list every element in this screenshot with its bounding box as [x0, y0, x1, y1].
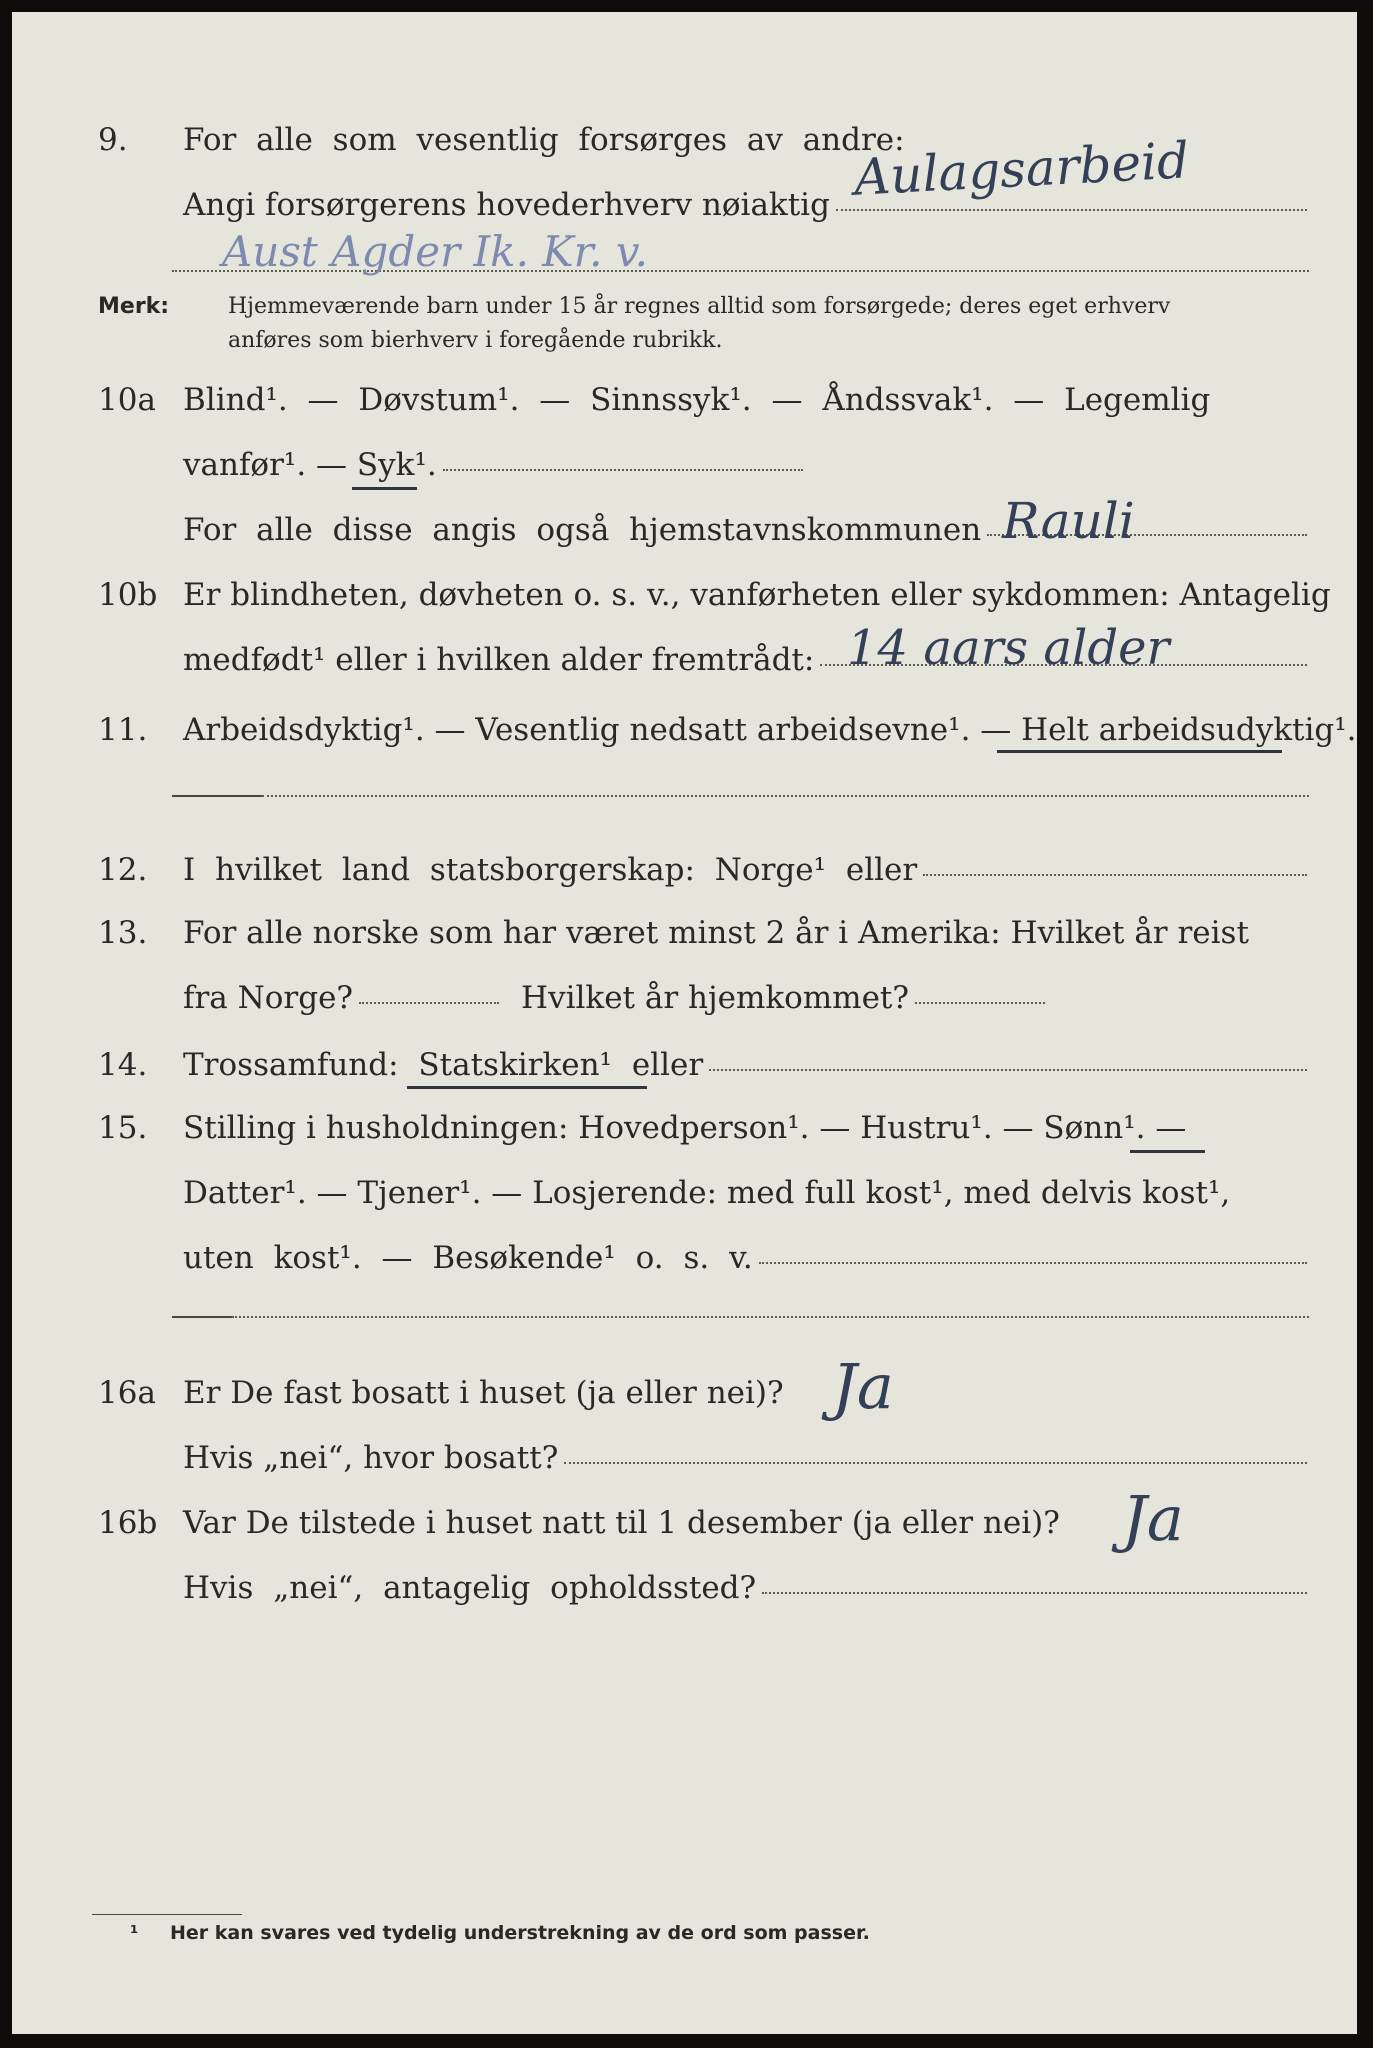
q13-text1: For alle norske som har været minst 2 år i Amerika: Hvilket år reist	[183, 915, 1249, 951]
q16a-text1: Er De fast bosatt i huset (ja eller nei)?	[183, 1375, 784, 1411]
q11-answer-line[interactable]	[262, 795, 1309, 797]
q16a-line2	[98, 1440, 1307, 1476]
q12-answer-field[interactable]	[923, 874, 1307, 876]
q16b-text1: Var De tilstede i huset natt til 1 desember (ja eller nei)?	[183, 1505, 1060, 1541]
q10a-text3: For alle disse angis også hjemstavnskommunen	[183, 512, 982, 548]
footnote-mark: ¹	[130, 1922, 139, 1944]
q9-text2: Angi forsørgerens hovederhverv nøiaktig	[183, 187, 830, 223]
q13-number: 13.	[98, 915, 148, 951]
helt-arbeidsudyktig-underline	[997, 750, 1282, 753]
q9-answer-field[interactable]	[836, 209, 1307, 211]
q10b-handwritten-answer: 14 aars alder	[847, 620, 1170, 676]
q9-number: 9.	[98, 122, 128, 158]
q10a-text1: Blind¹. — Døvstum¹. — Sinnssyk¹. — Åndssvak¹. — Legemlig	[183, 382, 1211, 418]
q15-line3	[98, 1240, 1307, 1276]
q15-number: 15.	[98, 1110, 148, 1146]
q15-answer-field[interactable]	[759, 1262, 1307, 1264]
q13-line1	[98, 915, 1307, 951]
q16a-answer-field[interactable]	[564, 1462, 1307, 1464]
q15-rule-short	[172, 1316, 232, 1318]
q13-reist-field[interactable]	[359, 1002, 499, 1004]
syk-underline	[352, 487, 417, 490]
q10a-line1	[98, 382, 1307, 418]
q14-answer-field[interactable]	[709, 1069, 1307, 1071]
q12-text1: I hvilket land statsborgerskap: Norge¹ eller	[183, 852, 918, 888]
q16b-line2	[98, 1570, 1307, 1606]
q10a-answer-field[interactable]	[443, 469, 803, 471]
footnote	[130, 1922, 870, 1944]
q16a-line1	[98, 1375, 1307, 1411]
census-form-page	[12, 12, 1357, 2034]
merk-text1: Hjemmeværende barn under 15 år regnes alltid som forsørgede; deres eget erhverv	[228, 294, 1171, 319]
statskirken-underline	[407, 1086, 647, 1089]
q14-number: 14.	[98, 1047, 148, 1083]
q10a-text2: vanfør¹. — Syk¹.	[183, 447, 437, 483]
q15-extra-line[interactable]	[232, 1316, 1309, 1318]
q11-rule-short	[172, 795, 262, 797]
q13-text2b: Hvilket år hjemkommet?	[521, 980, 910, 1016]
q9-handwritten-answer2: Aust Agder Ik. Kr. v.	[222, 227, 648, 276]
q16b-text2: Hvis „nei“, antagelig opholdssted?	[183, 1570, 757, 1606]
q16b-handwritten-answer: Ja	[1122, 1482, 1184, 1555]
q13-hjemkommet-field[interactable]	[915, 1002, 1045, 1004]
q9-handwritten-answer: Aulagsarbeid	[852, 131, 1191, 207]
sonn-underline	[1130, 1150, 1205, 1153]
q12-number: 12.	[98, 852, 148, 888]
merk-note-line2: anføres som bierhverv i foregående rubrikk.	[228, 328, 723, 353]
q10b-number: 10b	[98, 577, 158, 613]
q13-text2a: fra Norge?	[183, 980, 354, 1016]
q10a-line2	[98, 447, 1307, 483]
q16a-number: 16a	[98, 1375, 156, 1411]
q15-text2: Datter¹. — Tjener¹. — Losjerende: med full kost¹, med delvis kost¹,	[183, 1175, 1231, 1211]
q16b-answer-field[interactable]	[762, 1592, 1307, 1594]
q16a-handwritten-answer: Ja	[832, 1350, 894, 1423]
q16a-text2: Hvis „nei“, hvor bosatt?	[183, 1440, 559, 1476]
q10a-number: 10a	[98, 382, 156, 418]
footnote-text: Her kan svares ved tydelig understrekning av de ord som passer.	[170, 1922, 870, 1944]
q16b-number: 16b	[98, 1505, 158, 1541]
q10b-line1	[98, 577, 1331, 613]
q11-number: 11.	[98, 712, 148, 748]
q11-line1	[98, 712, 1357, 748]
q15-text3: uten kost¹. — Besøkende¹ o. s. v.	[183, 1240, 753, 1276]
q15-line2	[98, 1175, 1307, 1211]
q10a-handwritten-answer: Rauli	[1002, 492, 1135, 550]
q14-text1: Trossamfund: Statskirken¹ eller	[183, 1047, 704, 1083]
q15-line1	[98, 1110, 1307, 1146]
q10b-text1: Er blindheten, døvheten o. s. v., vanførheten eller sykdommen: Antagelig	[183, 577, 1331, 613]
q13-line2	[98, 980, 1307, 1016]
merk-label: Merk:	[98, 294, 170, 319]
q9-text1: For alle som vesentlig forsørges av andre:	[183, 122, 905, 158]
q10b-text2: medfødt¹ eller i hvilken alder fremtrådt:	[183, 642, 815, 678]
q11-text1: Arbeidsdyktig¹. — Vesentlig nedsatt arbeidsevne¹. — Helt arbeidsudyktig¹.	[183, 712, 1357, 748]
q12-line1	[98, 852, 1307, 888]
q14-line1	[98, 1047, 1307, 1083]
footnote-rule	[92, 1914, 242, 1915]
merk-note	[98, 294, 1170, 319]
q15-text1: Stilling i husholdningen: Hovedperson¹. — Hustru¹. — Sønn¹. —	[183, 1110, 1187, 1146]
